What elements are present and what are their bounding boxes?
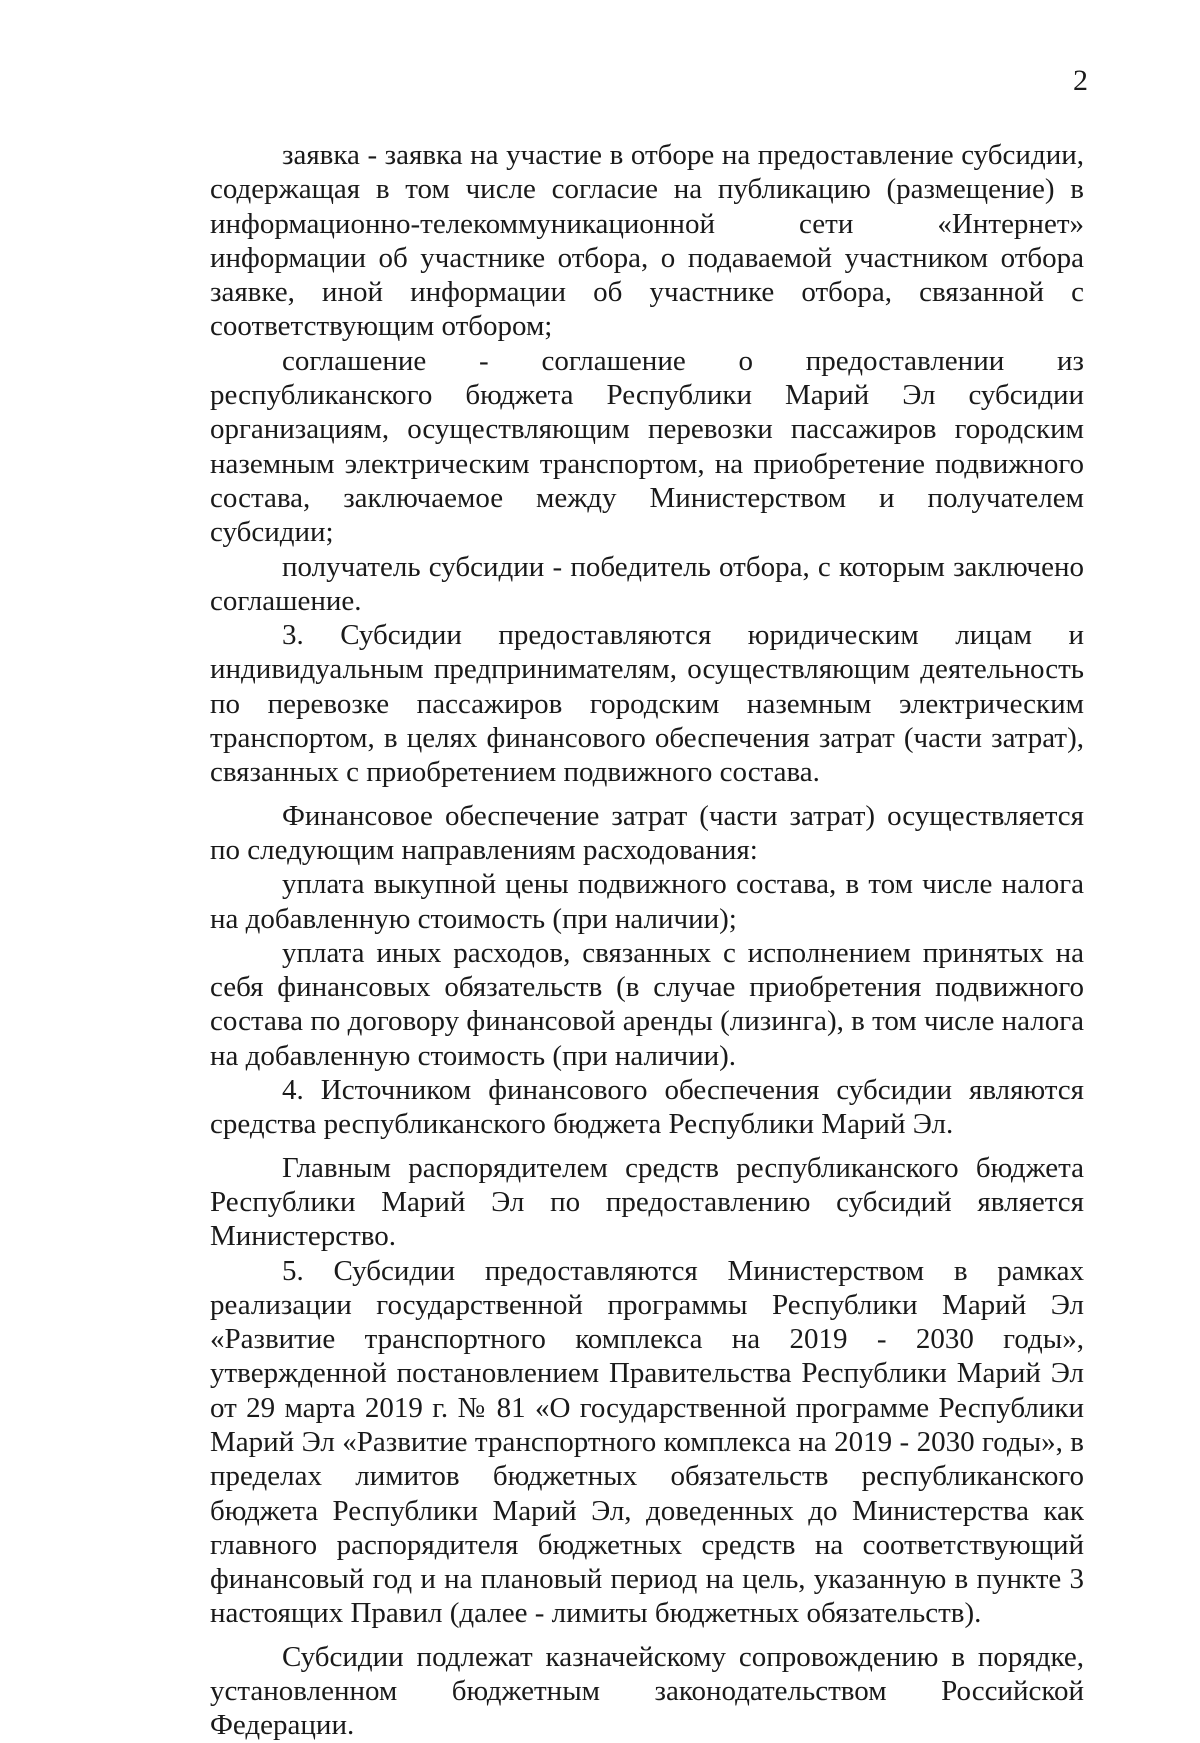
paragraph-item-3: 3. Субсидии предоставляются юридическим лицам и индивидуальным предпринимателям, осуществляющим деятельность по перевозке пассажиров городским наземным электрическим транспортом, в целях финансового обеспечения затрат (части затрат), связанных с приобретением подвижного состава. bbox=[210, 619, 1084, 789]
paragraph-financing-directions: Финансовое обеспечение затрат (части затрат) осуществляется по следующим направлениям расходования: bbox=[210, 799, 1084, 866]
paragraph-main-administrator: Главным распорядителем средств республиканского бюджета Республики Марий Эл по предоставлению субсидий является Министерство. bbox=[210, 1151, 1084, 1253]
paragraph-direction-purchase-price: уплата выкупной цены подвижного состава, в том числе налога на добавленную стоимость (при наличии); bbox=[210, 868, 1084, 935]
paragraph-item-4: 4. Источником финансового обеспечения субсидии являются средства республиканского бюджета Республики Марий Эл. bbox=[210, 1074, 1084, 1141]
paragraph-definition-recipient: получатель субсидии - победитель отбора, с которым заключено соглашение. bbox=[210, 550, 1084, 617]
document-body bbox=[210, 138, 1084, 1743]
paragraph-definition-agreement: соглашение - соглашение о предоставлении из республиканского бюджета Республики Марий Эл субсидии организациям, осуществляющим перевозки пассажиров городским наземным электрическим транспортом, на приобретение подвижного состава, заключаемое между Министерством и получателем субсидии; bbox=[210, 344, 1084, 549]
paragraph-item-5: 5. Субсидии предоставляются Министерством в рамках реализации государственной программы Республики Марий Эл «Развитие транспортного комплекса на 2019 - 2030 годы», утвержденной постановлением Правительства Республики Марий Эл от 29 марта 2019 г. № 81 «О государственной программе Республики Марий Эл «Развитие транспортного комплекса на 2019 - 2030 годы», в пределах лимитов бюджетных обязательств республиканского бюджета Республики Марий Эл, доведенных до Министерства как главного распорядителя бюджетных средств на соответствующий финансовый год и на плановый период на цель, указанную в пункте 3 настоящих Правил (далее - лимиты бюджетных обязательств). bbox=[210, 1254, 1084, 1630]
paragraph-definition-application: заявка - заявка на участие в отборе на предоставление субсидии, содержащая в том числе согласие на публикацию (размещение) в информационно-телекоммуникационной сети «Интернет» информации об участнике отбора, о подаваемой участником отбора заявке, иной информации об участнике отбора, связанной с соответствующим отбором; bbox=[210, 139, 1084, 343]
paragraph-treasury-support: Субсидии подлежат казначейскому сопровождению в порядке, установленном бюджетным законодательством Российской Федерации. bbox=[210, 1640, 1084, 1742]
page-number: 2 bbox=[1073, 64, 1088, 97]
paragraph-direction-other-expenses: уплата иных расходов, связанных с исполнением принятых на себя финансовых обязательств (в случае приобретения подвижного состава по договору финансовой аренды (лизинга), в том числе налога на добавленную стоимость (при наличии). bbox=[210, 936, 1084, 1072]
